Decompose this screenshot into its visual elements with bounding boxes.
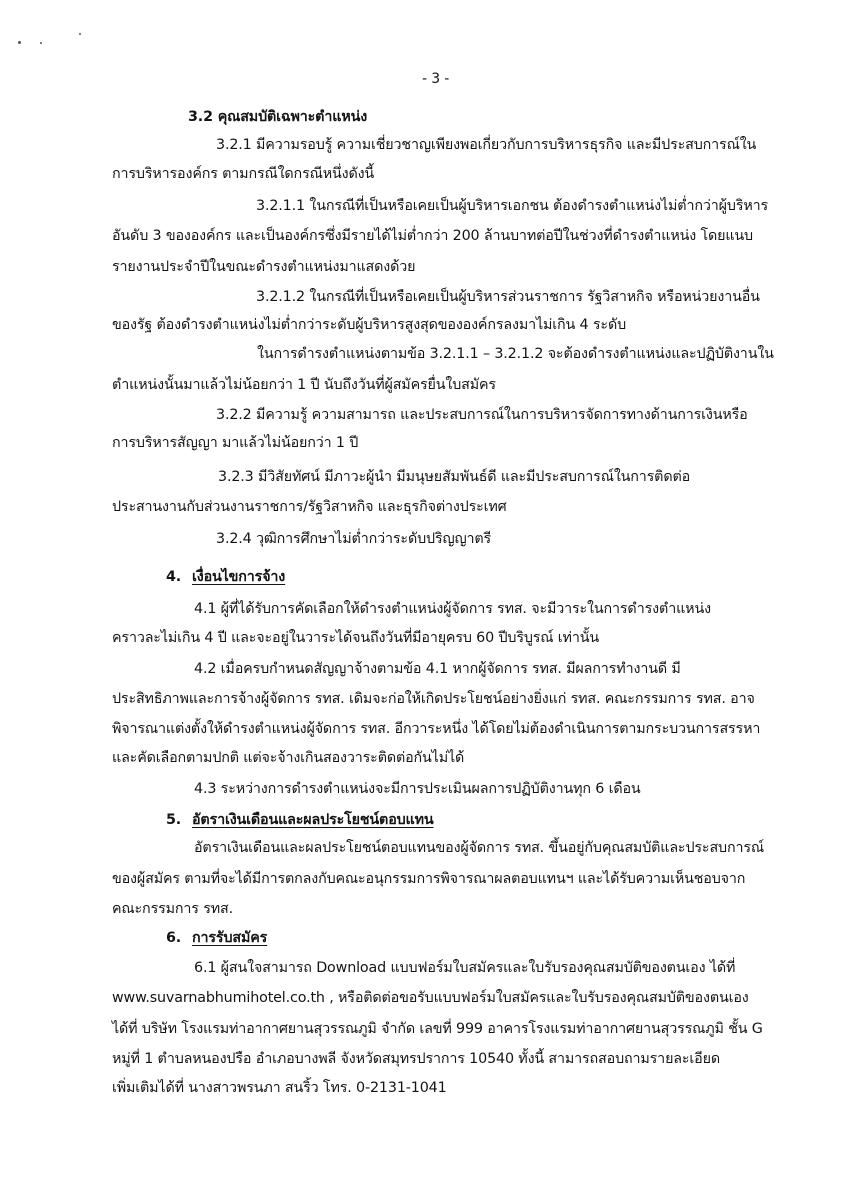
paragraph-3-2-1-1-line: อันดับ 3 ขององค์กร และเป็นองค์กรซึ่งมีรายได้ไม่ต่ำกว่า 200 ล้านบาทต่อปีในช่วงที่ดำรงตำแหน่ง โดยแนบ [112, 228, 753, 244]
paragraph-4-2-line: และคัดเลือกตามปกติ แต่จะจ้างเกินสองวาระติดต่อกันไม่ได้ [112, 750, 465, 766]
paragraph-6-1-line: ได้ที่ บริษัท โรงแรมท่าอากาศยานสุวรรณภูมิ จำกัด เลขที่ 999 อาคารโรงแรมท่าอากาศยานสุวรรณภูมิ ชั้น G [112, 1021, 763, 1037]
section-6-heading: การรับสมัคร [192, 930, 268, 946]
paragraph-6-1-line: เพิ่มเติมได้ที่ นางสาวพรนภา สนริ้ว โทร. 0-2131-1041 [112, 1080, 447, 1096]
scan-speck [40, 42, 42, 44]
paragraph-3-2-3-line: ประสานงานกับส่วนงานราชการ/รัฐวิสาหกิจ และธุรกิจต่างประเทศ [112, 499, 507, 515]
section-5-heading: อัตราเงินเดือนและผลประโยชน์ตอบแทน [192, 812, 434, 828]
paragraph-6-1-line: 6.1 ผู้สนใจสามารถ Download แบบฟอร์มใบสมัครและใบรับรองคุณสมบัติของตนเอง ได้ที่ [194, 960, 736, 976]
paragraph-condition-line: ในการดำรงตำแหน่งตามข้อ 3.2.1.1 – 3.2.1.2 จะต้องดำรงตำแหน่งและปฏิบัติงานใน [257, 346, 774, 362]
paragraph-3-2-1-2-line: ของรัฐ ต้องดำรงตำแหน่งไม่ต่ำกว่าระดับผู้บริหารสูงสุดขององค์กรลงมาไม่เกิน 4 ระดับ [112, 317, 627, 333]
paragraph-condition-line: ตำแหน่งนั้นมาแล้วไม่น้อยกว่า 1 ปี นับถึงวันที่ผู้สมัครยื่นใบสมัคร [112, 377, 496, 393]
paragraph-3-2-1-2-line: 3.2.1.2 ในกรณีที่เป็นหรือเคยเป็นผู้บริหารส่วนราชการ รัฐวิสาหกิจ หรือหน่วยงานอื่น [256, 289, 760, 305]
paragraph-3-2-2-line: 3.2.2 มีความรู้ ความสามารถ และประสบการณ์ในการบริหารจัดการทางด้านการเงินหรือ [216, 407, 748, 423]
section-4-number: 4. [166, 569, 182, 585]
paragraph-4-1-line: 4.1 ผู้ที่ได้รับการคัดเลือกให้ดำรงตำแหน่งผู้จัดการ รทส. จะมีวาระในการดำรงตำแหน่ง [194, 601, 711, 617]
paragraph-4-3: 4.3 ระหว่างการดำรงตำแหน่งจะมีการประเมินผลการปฏิบัติงานทุก 6 เดือน [194, 781, 641, 797]
paragraph-3-2-1-line: 3.2.1 มีความรอบรู้ ความเชี่ยวชาญเพียงพอเกี่ยวกับการบริหารธุรกิจ และมีประสบการณ์ใน [216, 137, 757, 153]
paragraph-5-line: ของผู้สมัคร ตามที่จะได้มีการตกลงกับคณะอนุกรรมการพิจารณาผลตอบแทนฯ และได้รับความเห็นชอบจาก [112, 871, 746, 887]
paragraph-4-2-line: พิจารณาแต่งตั้งให้ดำรงตำแหน่งผู้จัดการ รทส. อีกวาระหนึ่ง ได้โดยไม่ต้องดำเนินการตามกระบวนการสรรหา [112, 721, 761, 737]
paragraph-4-1-line: คราวละไม่เกิน 4 ปี และจะอยู่ในวาระได้จนถึงวันที่มีอายุครบ 60 ปีบริบูรณ์ เท่านั้น [112, 630, 599, 646]
section-5-number: 5. [166, 812, 182, 828]
paragraph-4-2-line: ประสิทธิภาพและการจ้างผู้จัดการ รทส. เดิมจะก่อให้เกิดประโยชน์อย่างยิ่งแก่ รทส. คณะกรรมการ รทส. อาจ [112, 691, 755, 707]
paragraph-5-line: อัตราเงินเดือนและผลประโยชน์ตอบแทนของผู้จัดการ รทส. ขึ้นอยู่กับคุณสมบัติและประสบการณ์ [194, 840, 764, 856]
scan-speck [18, 41, 21, 44]
paragraph-3-2-3-line: 3.2.3 มีวิสัยทัศน์ มีภาวะผู้นำ มีมนุษยสัมพันธ์ดี และมีประสบการณ์ในการติดต่อ [218, 469, 691, 485]
section-6-number: 6. [166, 930, 182, 946]
paragraph-6-1-line: หมู่ที่ 1 ตำบลหนองปรือ อำเภอบางพลี จังหวัดสมุทรปราการ 10540 ทั้งนี้ สามารถสอบถามรายละเอียด [112, 1051, 720, 1067]
page-number: - 3 - [422, 71, 450, 87]
paragraph-3-2-1-line: การบริหารองค์กร ตามกรณีใดกรณีหนึ่งดังนี้ [112, 166, 375, 182]
paragraph-6-1-line: www.suvarnabhumihotel.co.th , หรือติดต่อขอรับแบบฟอร์มใบสมัครและใบรับรองคุณสมบัติของตนเอง [112, 990, 749, 1006]
paragraph-3-2-1-1-line: รายงานประจำปีในขณะดำรงตำแหน่งมาแสดงด้วย [112, 259, 416, 275]
section-4-heading: เงื่อนไขการจ้าง [192, 569, 286, 585]
section-3-2-heading: 3.2 คุณสมบัติเฉพาะตำแหน่ง [188, 109, 368, 125]
paragraph-5-line: คณะกรรมการ รทส. [112, 901, 233, 917]
paragraph-3-2-1-1-line: 3.2.1.1 ในกรณีที่เป็นหรือเคยเป็นผู้บริหารเอกชน ต้องดำรงตำแหน่งไม่ต่ำกว่าผู้บริหาร [256, 198, 769, 214]
scan-speck [79, 33, 81, 35]
paragraph-4-2-line: 4.2 เมื่อครบกำหนดสัญญาจ้างตามข้อ 4.1 หากผู้จัดการ รทส. มีผลการทำงานดี มี [194, 661, 681, 677]
paragraph-3-2-2-line: การบริหารสัญญา มาแล้วไม่น้อยกว่า 1 ปี [112, 435, 359, 451]
paragraph-3-2-4: 3.2.4 วุฒิการศึกษาไม่ต่ำกว่าระดับปริญญาตรี [216, 531, 492, 547]
